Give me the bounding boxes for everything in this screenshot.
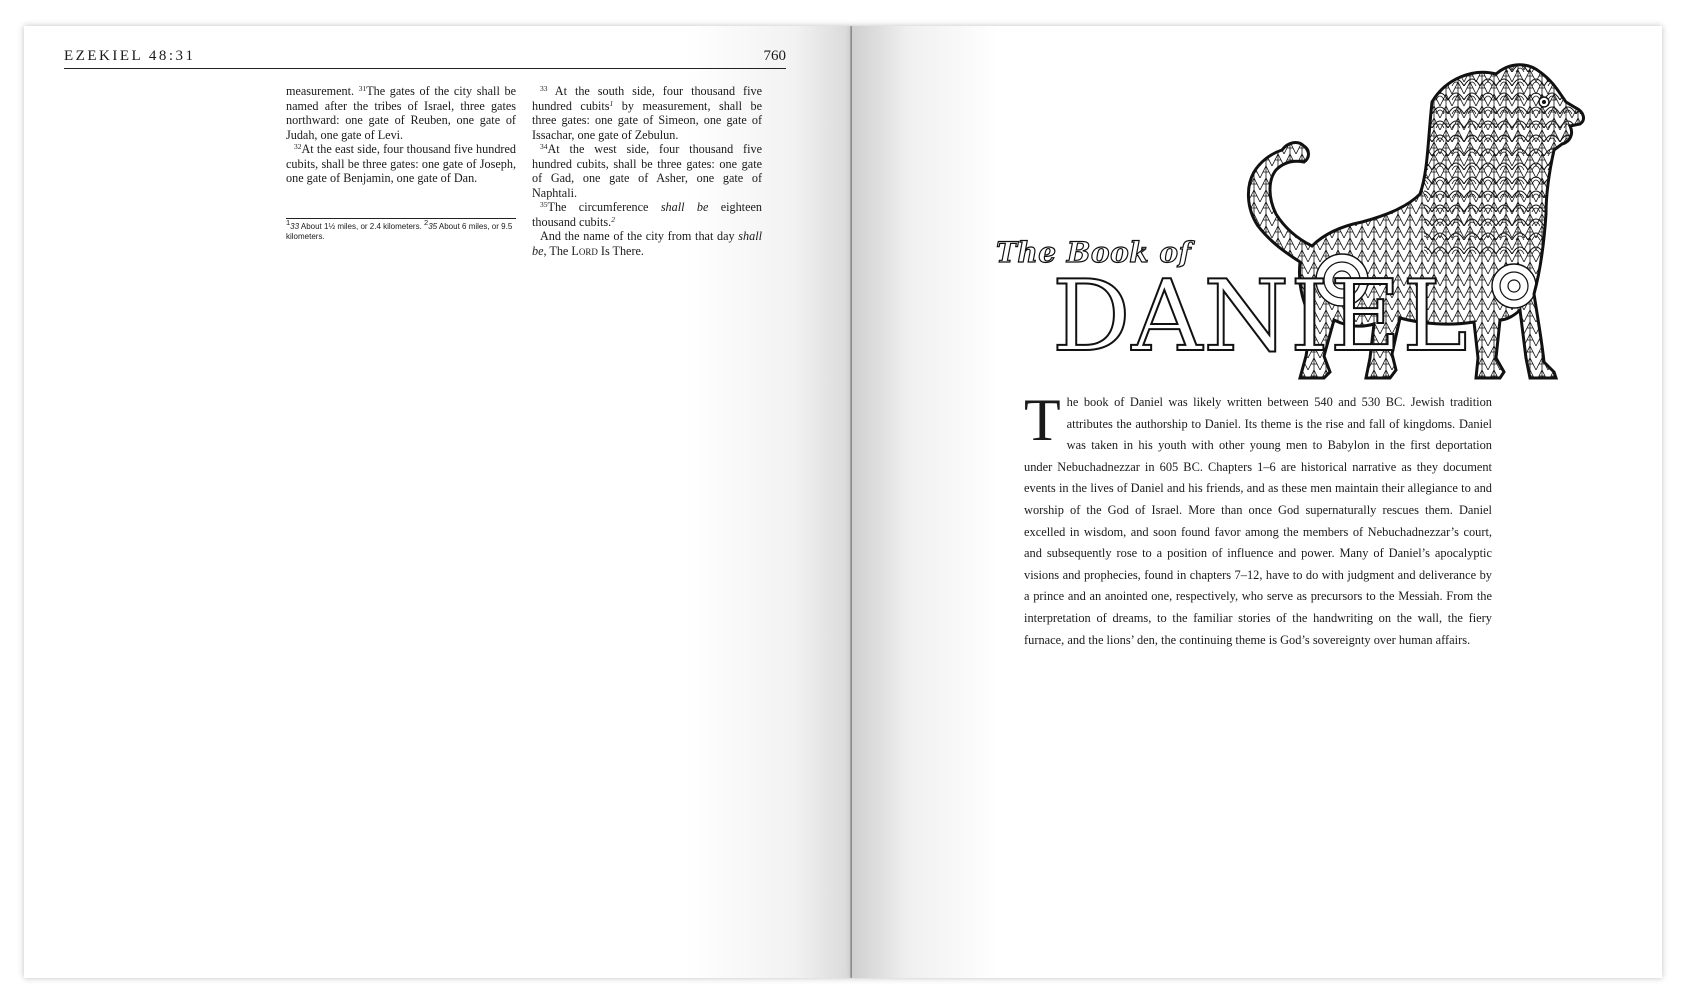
intro-text: he book of Daniel was likely written between 540 and 530 BC. Jewish tradition attributes the authorship to Daniel. Its theme is the rise and fall of kingdoms. Daniel was taken in his youth with other young men to Babylon in the first deportation under Nebuchadnezzar in 605 BC. Chapters 1–6 are historical narrative as they document events in the lives of Daniel and his friends, and as these men maintain their allegiance to and worship of the God of Israel. More than once God supernaturally rescues them. Daniel excelled in wisdom, and soon found favor among the members of Nebuchadnezzar’s court, and subsequently rose to a position of influence and power. Many of Daniel’s apocalyptic visions and prophecies, found in chapters 7–12, have to do with judgment and deliverance by a prince and an anointed one, respectively, who serve as precursors to the Messiah. From the interpretation of dreams, to the familiar stories of the handwriting on the wall, the fiery furnace, and the lions’ den, the continuing theme is God’s sovereignty over human affairs.	[1024, 395, 1492, 647]
running-head	[64, 48, 786, 69]
paragraph: $^{34}$At the west side, four thousand five hundred cubits, shall be three gates: one gate of Gad, one gate of Asher, one gate of Naphtali.	[532, 142, 762, 200]
title-prefix: The Book of	[996, 236, 1192, 269]
left-page	[24, 26, 852, 978]
page-number: 760	[763, 48, 786, 64]
verse-number: 31	[358, 84, 367, 93]
right-page	[852, 26, 1662, 978]
verse-number: 34	[540, 142, 548, 151]
paragraph: $^{35}$The circumference shall be eighteen thousand cubits.$^2$	[532, 200, 762, 229]
text-column-1	[286, 84, 516, 186]
book-title: DANIEL	[1052, 260, 1469, 374]
drop-cap: T	[1024, 387, 1061, 453]
verse-number: 32	[294, 142, 302, 151]
footnote-marker: 2	[611, 214, 615, 224]
footnotes: $^1$33 About 1½ miles, or 2.4 kilometers. $^2$35 About 6 miles, or 9.5 kilometers.	[286, 218, 513, 241]
book-introduction	[1024, 387, 1492, 651]
verse-number: 33	[540, 84, 548, 93]
paragraph: And the name of the city from that day shall be, The Lord Is There.	[532, 229, 762, 258]
paragraph: $^{33}$ At the south side, four thousand five hundred cubits$^1$ by measurement, shall be three gates: one gate of Simeon, one gate of Issachar, one gate of Zebulun.	[532, 84, 762, 142]
paragraph: $^{32}$At the east side, four thousand five hundred cubits, shall be three gates: one gate of Joseph, one gate of Benjamin, one gate of Dan.	[286, 142, 516, 185]
paragraph: measurement. $^{31}$The gates of the city shall be named after the tribes of Israel, three gates northward: one gate of Reuben, one gate of Judah, one gate of Levi.	[286, 84, 516, 142]
verse-number: 35	[540, 200, 548, 209]
text-column-2	[532, 84, 762, 258]
footnote-marker: 1	[609, 98, 614, 108]
running-head-title: EZEKIEL 48:31	[64, 48, 196, 64]
footnote-rule	[286, 218, 516, 219]
